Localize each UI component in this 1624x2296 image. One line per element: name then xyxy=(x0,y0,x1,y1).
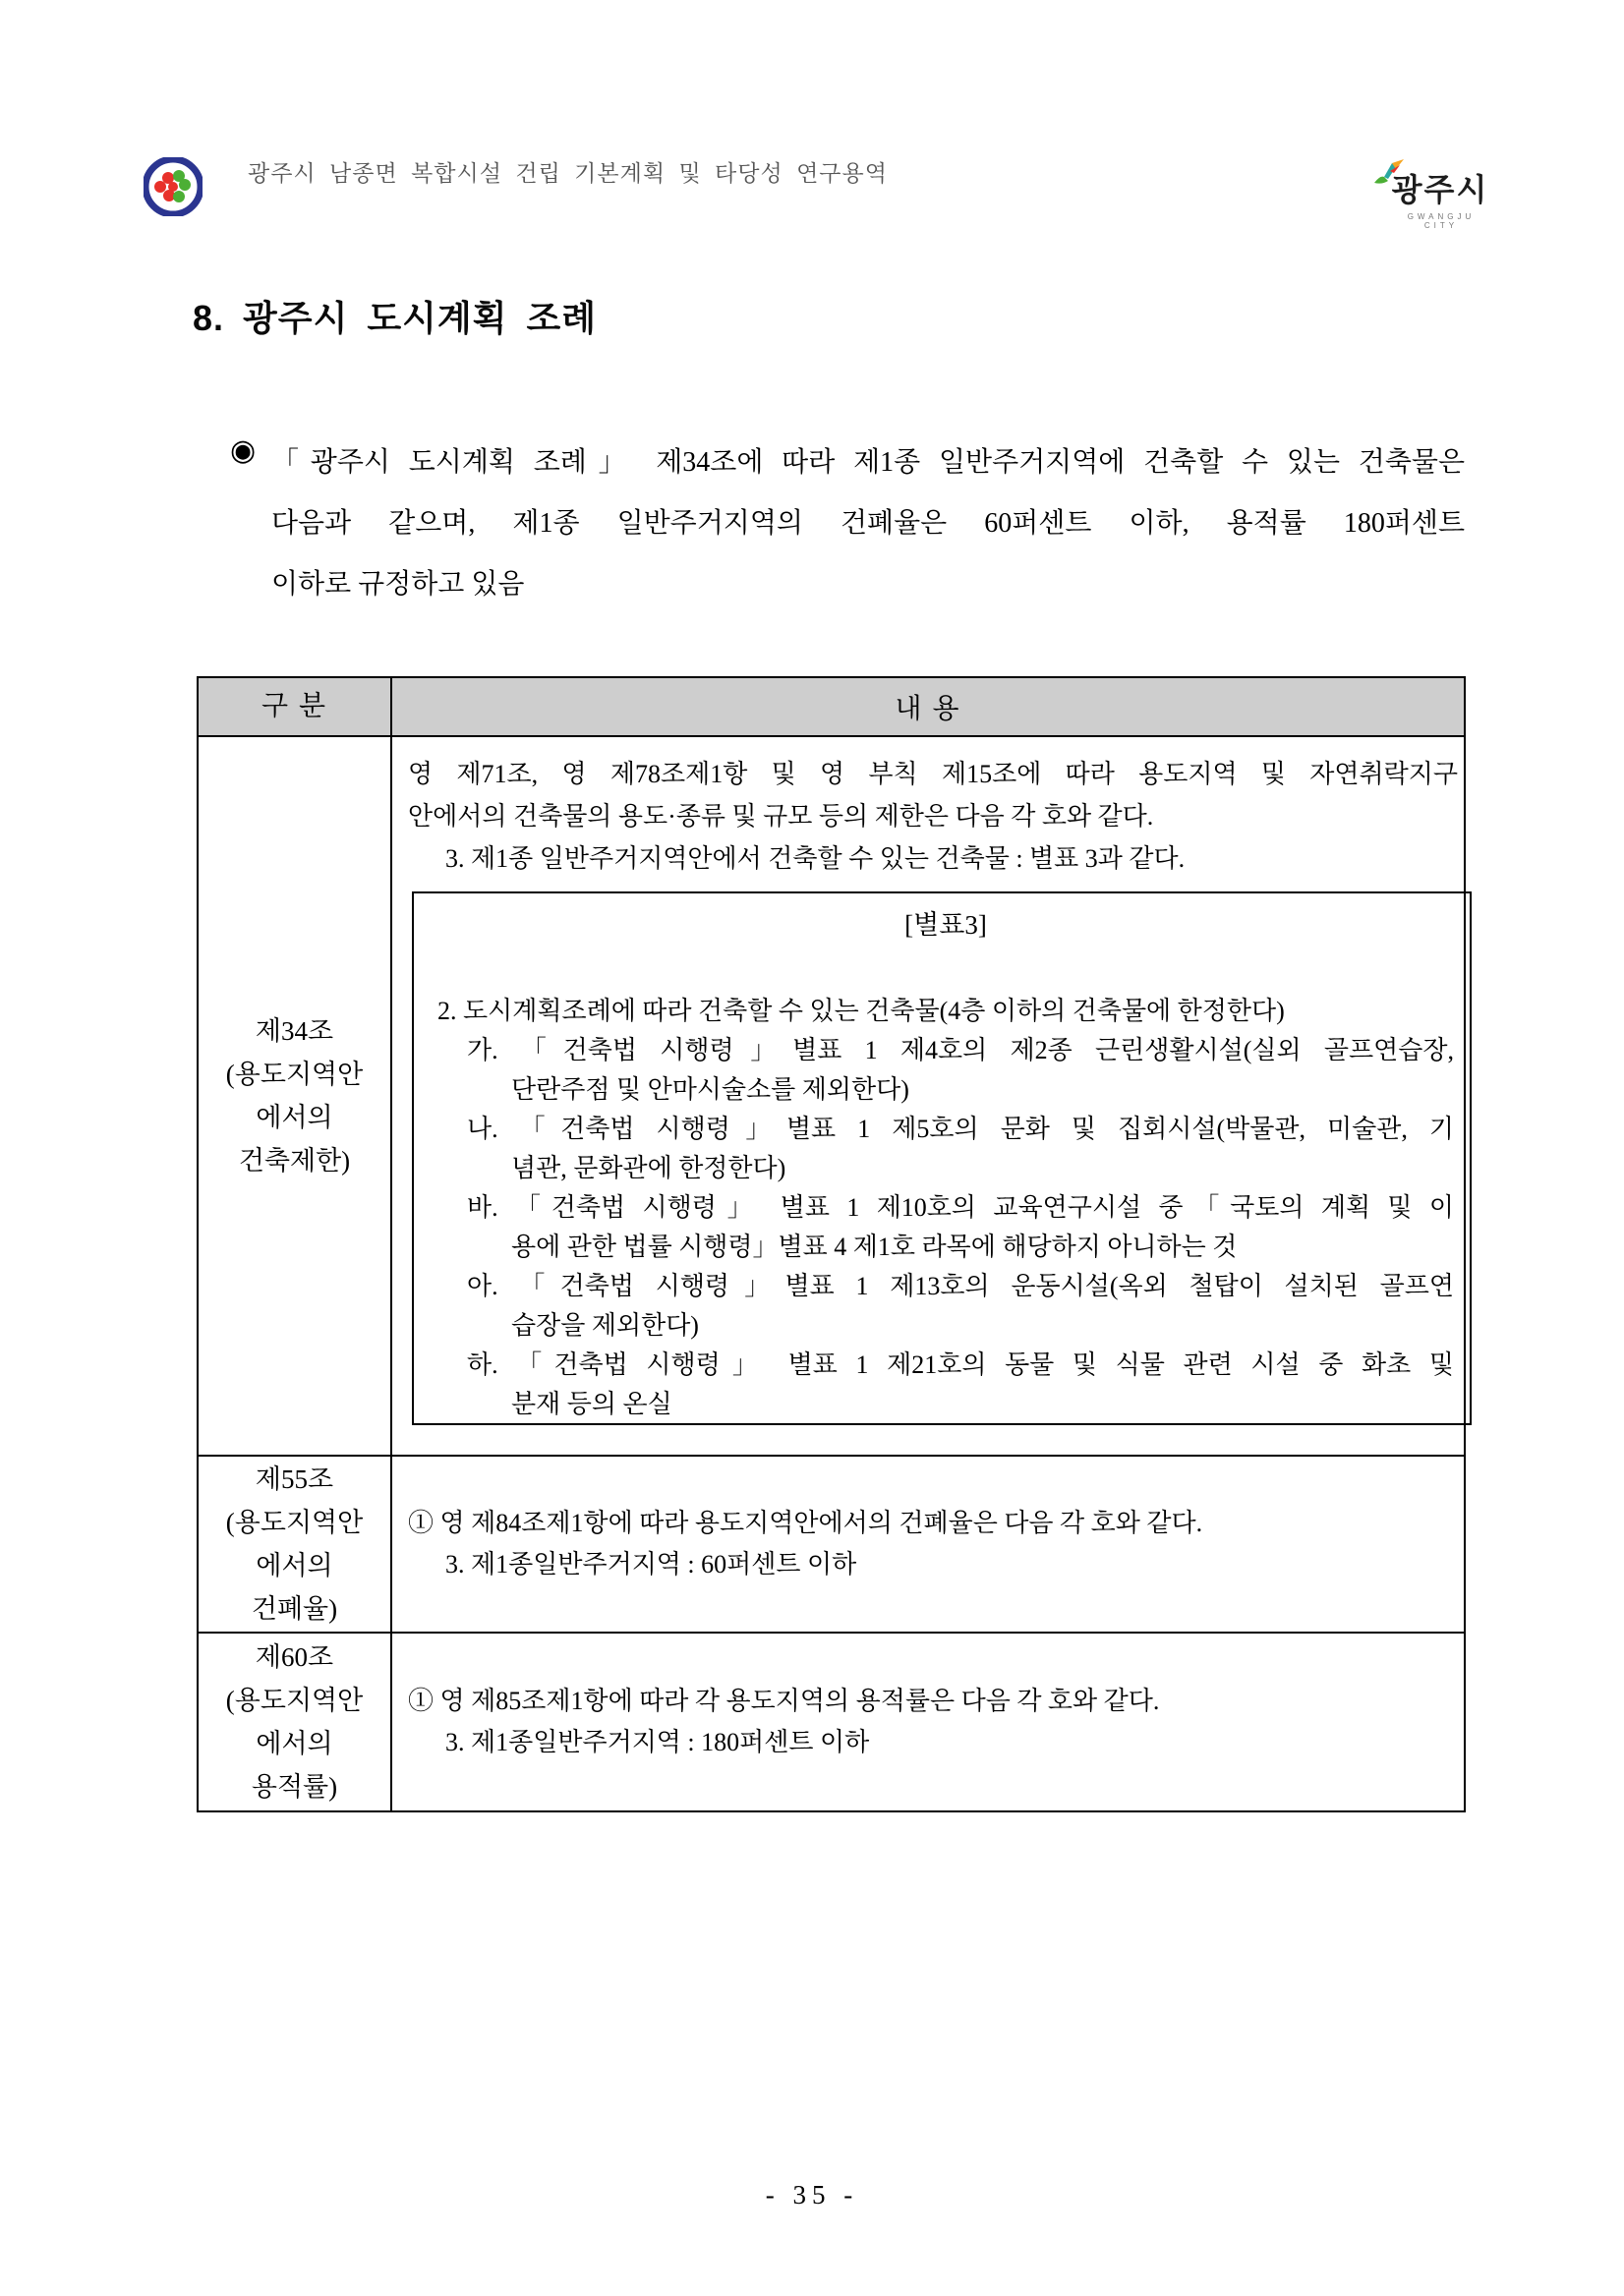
annex-line: 아. 「건축법 시행령」별표 1 제13호의 운동시설(옥외 철탑이 설치된 골프연 xyxy=(467,1272,1454,1300)
label-line: (용도지역안 xyxy=(225,1508,364,1537)
annex-table-3-box xyxy=(412,891,1472,1425)
content-line: 영 제71조, 영 제78조제1항 및 영 부칙 제15조에 따라 용도지역 및 자연취락지구 xyxy=(408,760,1458,788)
gwangju-city-wordmark: 광주시 xyxy=(1391,172,1489,207)
gwangju-city-logo xyxy=(1374,165,1492,230)
institute-emblem-icon xyxy=(144,157,203,216)
report-header-title: 광주시 남종면 복합시설 건립 기본계획 및 타당성 연구용역 xyxy=(248,160,888,186)
annex-title: [별표3] xyxy=(904,910,987,940)
label-line: 에서의 xyxy=(256,1551,333,1580)
article-60-content xyxy=(392,1634,1464,1810)
content-line: 3. 제1종일반주거지역 : 180퍼센트 이하 xyxy=(445,1728,870,1756)
table-row-article-60 xyxy=(199,1632,1464,1810)
annex-line: 2. 도시계획조례에 따라 건축할 수 있는 건축물(4층 이하의 건축물에 한정한다) xyxy=(437,997,1285,1025)
label-line: (용도지역안 xyxy=(225,1686,364,1715)
annex-line: 분재 등의 온실 xyxy=(511,1390,672,1418)
label-line: 제60조 xyxy=(255,1642,334,1672)
gwangju-city-subtitle: GWANGJU CITY xyxy=(1407,212,1476,230)
annex-line: 가. 「건축법 시행령」별표 1 제4호의 제2종 근린생활시설(실외 골프연습장, xyxy=(467,1036,1454,1064)
intro-paragraph xyxy=(230,432,1465,615)
table-row-article-55 xyxy=(199,1455,1464,1632)
table-header-category: 구 분 xyxy=(199,678,392,735)
table-row-article-34 xyxy=(199,735,1464,1455)
article-55-label xyxy=(199,1457,392,1632)
label-line: (용도지역안 xyxy=(225,1060,364,1089)
article-55-content xyxy=(392,1457,1464,1632)
article-60-label xyxy=(199,1634,392,1810)
label-line: 에서의 xyxy=(256,1103,333,1132)
annex-line: 용에 관한 법률 시행령」별표 4 제1호 라목에 해당하지 아니하는 것 xyxy=(511,1233,1238,1261)
label-line: 에서의 xyxy=(256,1729,333,1758)
annex-lines xyxy=(437,992,1454,1424)
bullet-icon: ◉ xyxy=(230,434,257,467)
content-line: 3. 제1종일반주거지역 : 60퍼센트 이하 xyxy=(445,1550,857,1578)
annex-line: 습장을 제외한다) xyxy=(511,1311,699,1340)
content-line: ① 영 제84조제1항에 따라 용도지역안에서의 건폐율은 다음 각 호와 같다. xyxy=(408,1509,1203,1537)
label-line: 건축제한) xyxy=(238,1146,351,1176)
page-number: - 35 - xyxy=(765,2180,859,2210)
label-line: 제55조 xyxy=(255,1464,334,1494)
regulation-table xyxy=(197,676,1466,1812)
annex-line: 바. 「건축법 시행령」 별표 1 제10호의 교육연구시설 중「국토의 계획 및 이 xyxy=(467,1193,1454,1222)
institute-emblem-logo xyxy=(144,157,203,216)
intro-lines xyxy=(271,432,1465,615)
gwangju-city-bird-icon xyxy=(1370,157,1406,187)
intro-line: 다음과 같으며, 제1종 일반주거지역의 건폐율은 60퍼센트 이하, 용적률 180퍼센트 xyxy=(271,508,1465,539)
content-line: 3. 제1종 일반주거지역안에서 건축할 수 있는 건축물 : 별표 3과 같다. xyxy=(445,844,1186,873)
table-header-row xyxy=(199,678,1464,735)
intro-line: 이하로 규정하고 있음 xyxy=(271,569,525,600)
intro-line: 「광주시 도시계획 조례」 제34조에 따라 제1종 일반주거지역에 건축할 수 있는 건축물은 xyxy=(271,447,1465,478)
annex-line: 하. 「건축법 시행령」 별표 1 제21호의 동물 및 식물 관련 시설 중 화초 및 xyxy=(467,1350,1454,1379)
label-line: 제34조 xyxy=(255,1016,334,1046)
article-34-content xyxy=(392,737,1479,1455)
content-line: ① 영 제85조제1항에 따라 각 용도지역의 용적률은 다음 각 호와 같다. xyxy=(408,1687,1160,1715)
section-title: 8. 광주시 도시계획 조례 xyxy=(193,298,598,338)
annex-line: 나. 「건축법 시행령」별표 1 제5호의 문화 및 집회시설(박물관, 미술관, 기 xyxy=(467,1115,1454,1143)
article-34-label xyxy=(199,737,392,1455)
content-line: 안에서의 건축물의 용도·종류 및 규모 등의 제한은 다음 각 호와 같다. xyxy=(408,802,1154,831)
annex-line: 념관, 문화관에 한정한다) xyxy=(511,1154,786,1182)
label-line: 건폐율) xyxy=(251,1594,338,1624)
annex-line: 단란주점 및 안마시술소를 제외한다) xyxy=(511,1075,909,1104)
table-header-content: 내 용 xyxy=(895,694,961,724)
label-line: 용적률) xyxy=(251,1772,338,1802)
